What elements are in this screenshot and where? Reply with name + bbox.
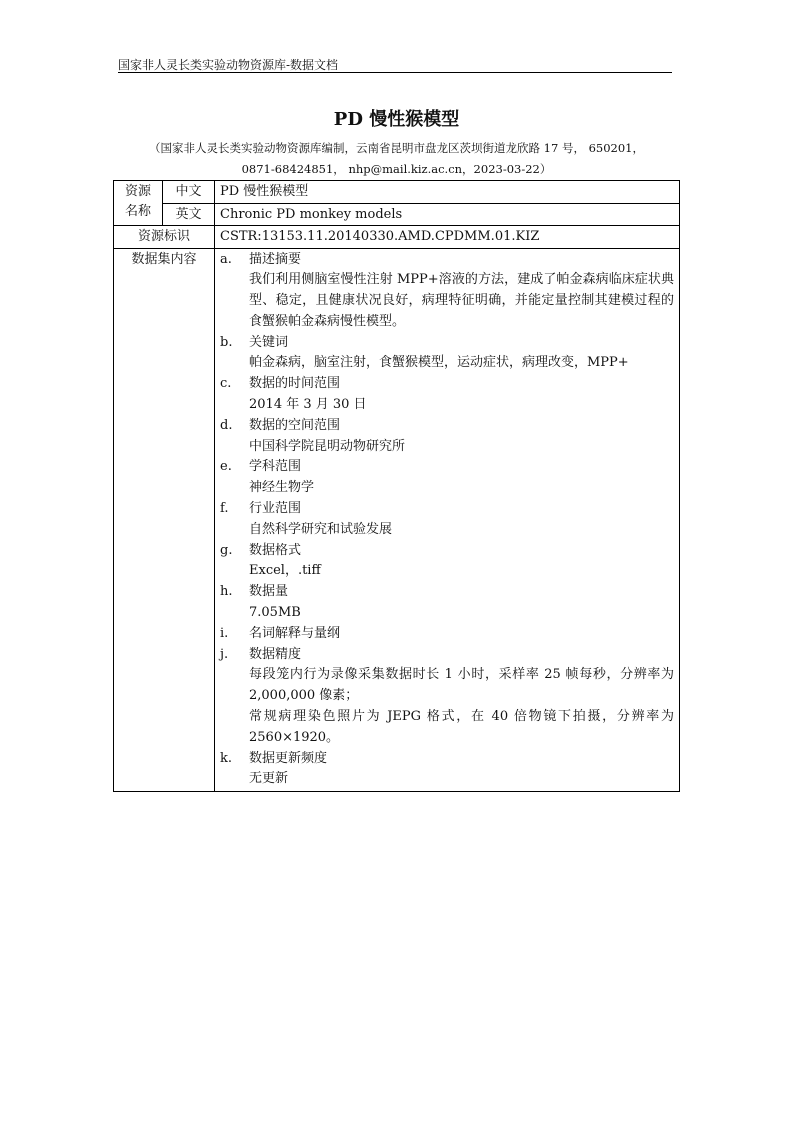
- item-heading: 数据精度: [249, 646, 302, 662]
- item-heading: 数据量: [249, 584, 289, 600]
- content-label: 数据集内容: [114, 248, 215, 792]
- id-value: CSTR:13153.11.20140330.AMD.CPDMM.01.KIZ: [215, 226, 680, 249]
- item-detail: 常规病理染色照片为 JEPG 格式，在 40 倍物镜下拍摄，分辨率为 2560×1920。: [249, 709, 674, 745]
- item-body: [249, 374, 674, 416]
- content-item: [220, 250, 674, 333]
- zh-value: PD 慢性猴模型: [215, 181, 680, 204]
- item-detail: 中国科学院昆明动物研究所: [249, 438, 406, 454]
- content-item: [220, 333, 674, 375]
- item-detail: 每段笼内行为录像采集数据时长 1 小时，采样率 25 帧每秒，分辨率为 2,000,000 像素；: [249, 667, 674, 704]
- item-body: [249, 416, 674, 458]
- content-item: [220, 624, 674, 645]
- item-body: [249, 250, 674, 333]
- item-heading: 关键词: [249, 334, 289, 350]
- item-detail: 7.05MB: [249, 605, 301, 621]
- document-title: PD 慢性猴模型: [333, 109, 460, 130]
- item-heading: 数据更新频度: [249, 750, 328, 766]
- item-detail: 2014 年 3 月 30 日: [249, 397, 367, 413]
- running-header: 国家非人灵长类实验动物资源库-数据文档: [118, 58, 339, 72]
- row-english-name: [114, 203, 680, 226]
- item-heading: 数据的空间范围: [249, 417, 341, 433]
- item-detail: Excel，.tiff: [249, 563, 321, 579]
- content-item: [220, 582, 674, 624]
- item-detail: 帕金森病，脑室注射，食蟹猴模型，运动症状，病理改变，MPP+: [249, 355, 629, 371]
- item-heading: 数据格式: [249, 542, 302, 558]
- item-letter: e.: [220, 459, 232, 475]
- item-letter: b.: [220, 334, 233, 350]
- content-item: [220, 645, 674, 749]
- item-detail: 无更新: [249, 771, 289, 787]
- item-heading: 数据的时间范围: [249, 376, 341, 392]
- item-heading: 学科范围: [249, 459, 302, 475]
- en-value: Chronic PD monkey models: [215, 203, 680, 226]
- item-body: [249, 457, 674, 499]
- en-label: 英文: [163, 203, 215, 226]
- id-label: 资源标识: [114, 226, 215, 249]
- item-letter: j.: [220, 646, 229, 662]
- item-heading: 描述摘要: [249, 251, 302, 267]
- content-item: [220, 749, 674, 791]
- row-resource-id: [114, 226, 680, 249]
- content-item: [220, 499, 674, 541]
- row-chinese-name: [114, 181, 680, 204]
- item-heading: 名词解释与量纲: [249, 625, 341, 641]
- item-body: [249, 499, 674, 541]
- header-rule: [118, 72, 672, 73]
- resource-name-label: 资源 名称: [114, 181, 163, 226]
- item-letter: c.: [220, 376, 232, 392]
- item-letter: a.: [220, 251, 232, 267]
- content-item: [220, 457, 674, 499]
- item-body: [249, 541, 674, 583]
- item-letter: k.: [220, 750, 233, 766]
- item-body: [249, 582, 674, 624]
- item-letter: i.: [220, 625, 229, 641]
- item-detail: 神经生物学: [249, 480, 315, 496]
- content-cell: [215, 248, 680, 792]
- affiliation-line-2: 0871-68424851， nhp@mail.kiz.ac.cn，2023-03-22）: [241, 162, 552, 176]
- content-item: [220, 416, 674, 458]
- metadata-table: [113, 180, 680, 792]
- content-item: [220, 541, 674, 583]
- item-detail: 我们利用侧脑室慢性注射 MPP+溶液的方法，建成了帕金森病临床症状典型、稳定，且健康状况良好，病理特征明确，并能定量控制其建模过程的食蟹猴帕金森病慢性模型。: [249, 272, 674, 329]
- zh-label: 中文: [163, 181, 215, 204]
- item-detail: 自然科学研究和试验发展: [249, 521, 393, 537]
- content-item: [220, 374, 674, 416]
- item-body: [249, 333, 674, 375]
- item-letter: d.: [220, 417, 233, 433]
- item-heading: 行业范围: [249, 501, 302, 517]
- content-items: [220, 250, 674, 791]
- item-body: [249, 645, 674, 749]
- item-letter: f.: [220, 501, 229, 517]
- affiliation-line-1: （国家非人灵长类实验动物资源库编制，云南省昆明市盘龙区茨坝街道龙欣路 17 号， 650201，: [149, 141, 644, 155]
- item-letter: g.: [220, 542, 233, 558]
- row-dataset-content: [114, 248, 680, 792]
- item-letter: h.: [220, 584, 233, 600]
- item-body: [249, 624, 674, 645]
- item-body: [249, 749, 674, 791]
